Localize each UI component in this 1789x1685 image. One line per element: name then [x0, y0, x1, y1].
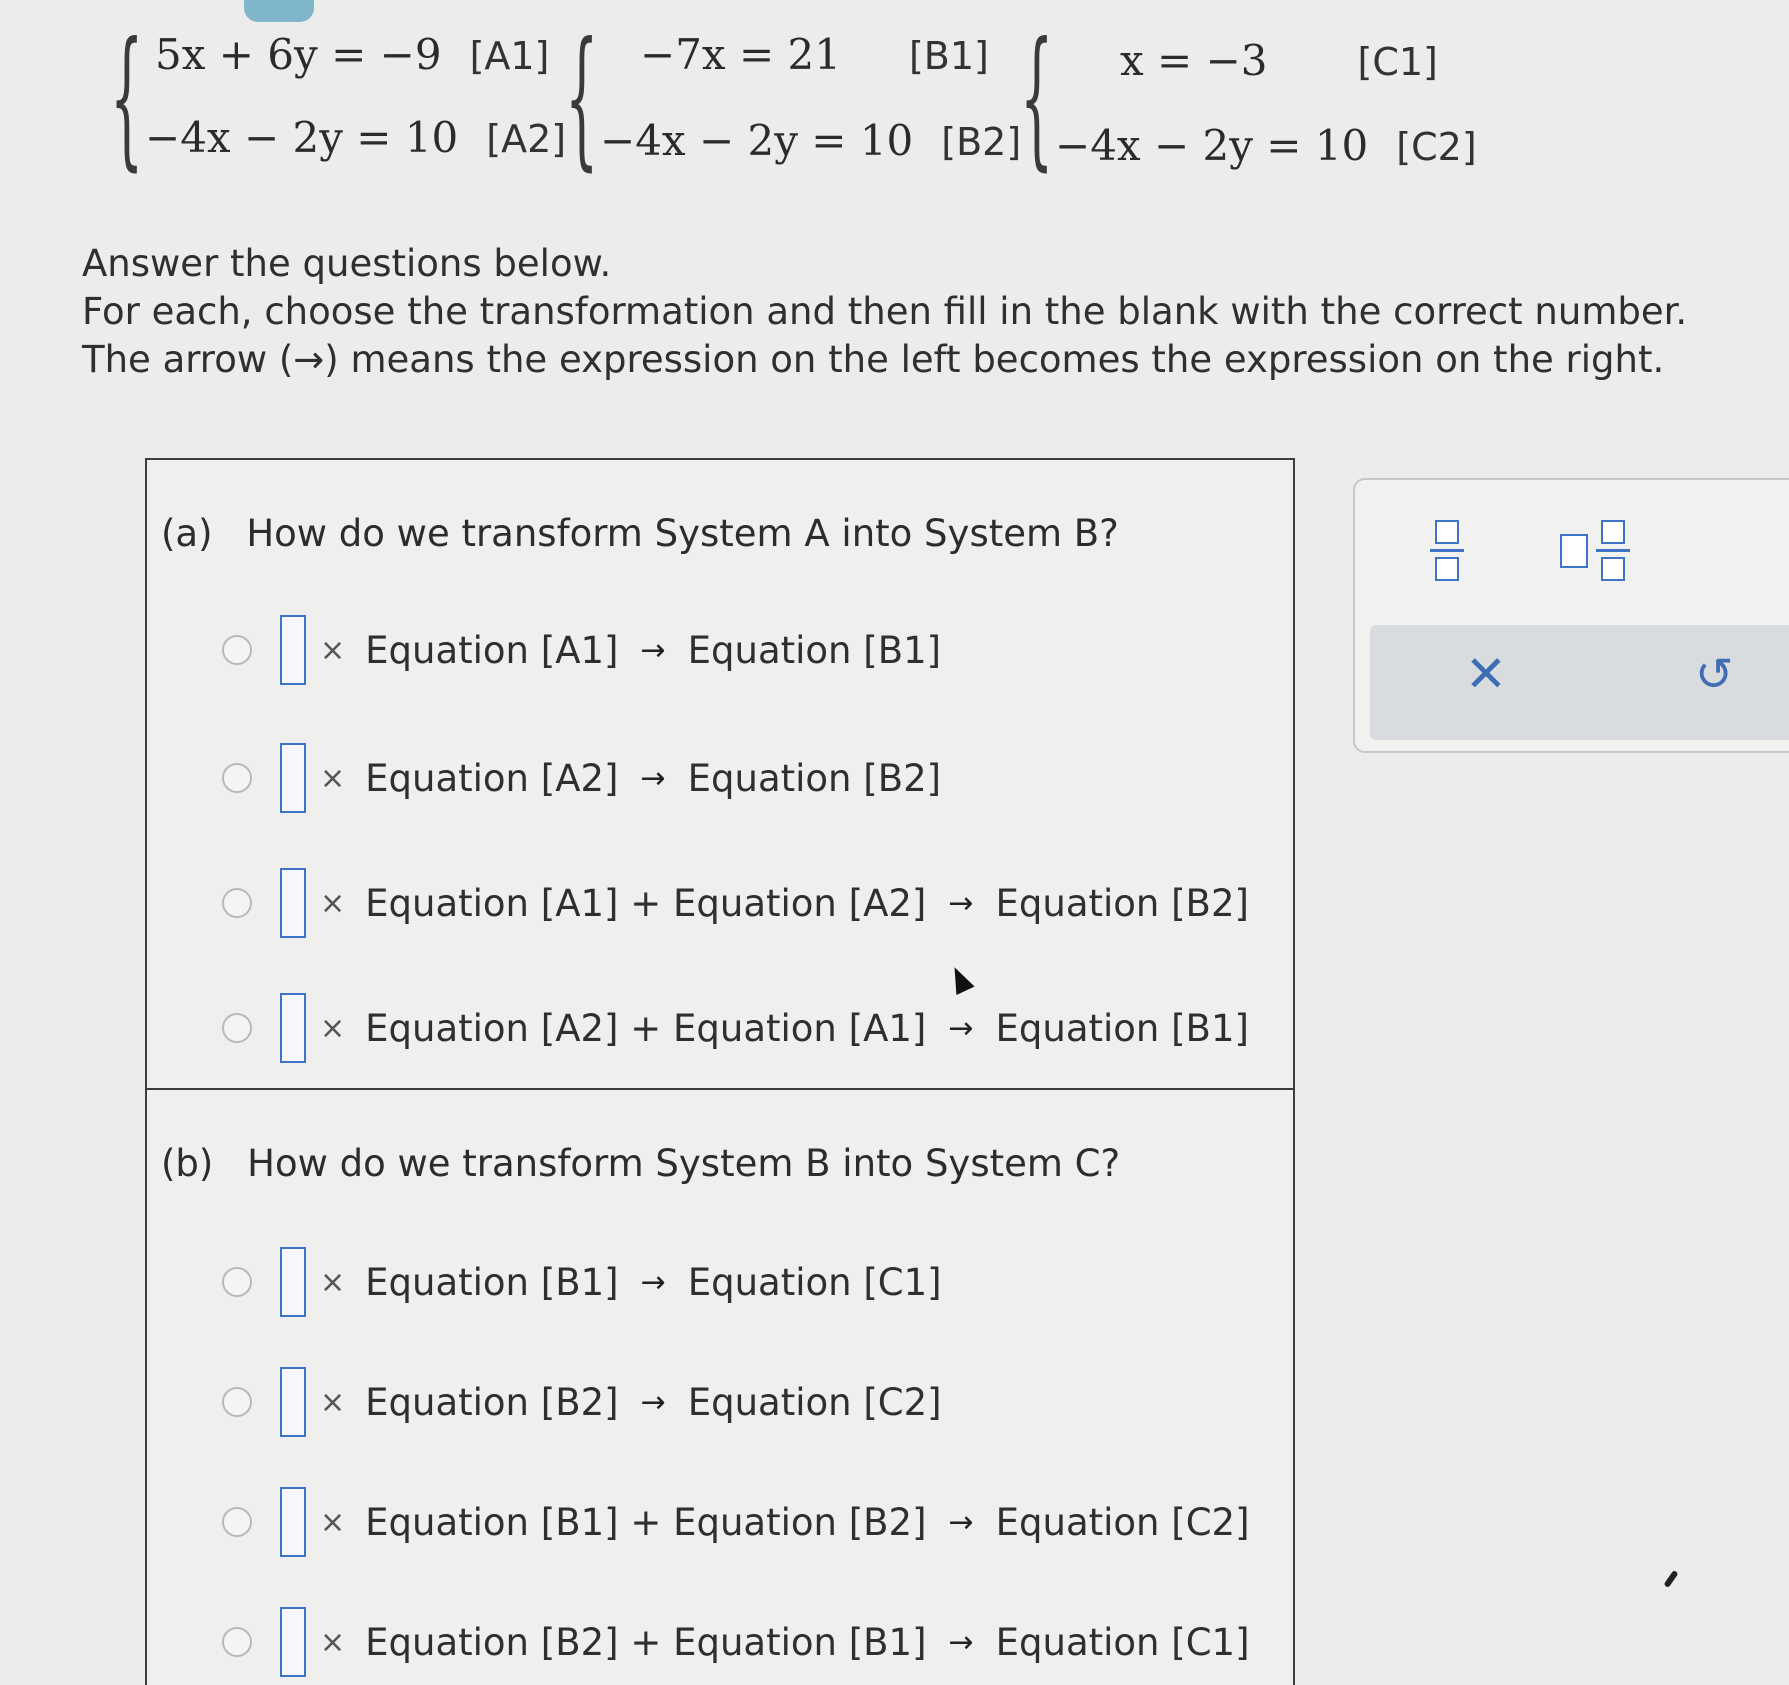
option-lhs: Equation [A1] + Equation [A2]	[365, 881, 927, 925]
arrow-icon: →	[948, 885, 974, 921]
arrow-icon: →	[948, 1010, 974, 1046]
times-symbol: ×	[320, 632, 346, 668]
number-blank-input[interactable]	[280, 993, 306, 1063]
instruction-line: For each, choose the transformation and then fill in the blank with the correct number.	[82, 290, 1688, 333]
brace-icon: {	[1020, 11, 1054, 185]
option-row[interactable]	[222, 615, 941, 685]
numerator-box	[1601, 520, 1625, 544]
equation-tag: [C2]	[1396, 125, 1477, 169]
denominator-box	[1435, 557, 1459, 581]
part-a	[147, 460, 1293, 1090]
equation-tag: [B2]	[941, 120, 1022, 164]
arrow-icon: →	[640, 1264, 666, 1300]
radio-button[interactable]	[222, 1387, 252, 1417]
fraction-bar	[1430, 549, 1464, 552]
equation-tag: [C1]	[1357, 40, 1438, 84]
times-symbol: ×	[320, 1624, 346, 1660]
part-b	[147, 1092, 1293, 1685]
arrow-icon: →	[640, 1384, 666, 1420]
equation-tag: [B1]	[908, 34, 989, 78]
number-blank-input[interactable]	[280, 1247, 306, 1317]
number-blank-input[interactable]	[280, 615, 306, 685]
denominator-box	[1601, 557, 1625, 581]
whole-box	[1560, 534, 1588, 568]
times-symbol: ×	[320, 1384, 346, 1420]
equation-text: 5x + 6y = −9	[155, 30, 442, 79]
option-row[interactable]	[222, 1607, 1250, 1677]
option-lhs: Equation [B2] + Equation [B1]	[365, 1620, 927, 1664]
screen-mark	[1663, 1570, 1678, 1588]
times-symbol: ×	[320, 760, 346, 796]
option-rhs: Equation [C2]	[687, 1380, 942, 1424]
part-a-question	[161, 512, 1119, 555]
fraction-icon[interactable]	[1430, 520, 1464, 581]
equation-systems	[110, 11, 1477, 188]
arrow-icon: →	[640, 760, 666, 796]
mixed-fraction	[1596, 520, 1630, 581]
fraction-bar	[1596, 549, 1630, 552]
arrow-icon: →	[948, 1504, 974, 1540]
equation-row	[155, 30, 549, 79]
option-lhs: Equation [B1]	[365, 1260, 619, 1304]
part-b-question	[161, 1142, 1120, 1185]
equation-text: −7x = 21	[640, 30, 841, 79]
question-panel	[145, 458, 1295, 1685]
option-rhs: Equation [C2]	[995, 1500, 1250, 1544]
equation-row	[640, 30, 989, 79]
radio-button[interactable]	[222, 763, 252, 793]
option-row[interactable]	[222, 1487, 1250, 1557]
number-blank-input[interactable]	[280, 743, 306, 813]
equation-text: x = −3	[1120, 36, 1268, 85]
instruction-line: The arrow (→) means the expression on the left becomes the expression on the right.	[82, 338, 1665, 381]
option-row[interactable]	[222, 1367, 942, 1437]
math-toolbox	[1353, 478, 1789, 753]
equation-row	[1055, 121, 1477, 170]
option-row[interactable]	[222, 743, 941, 813]
mixed-number-icon[interactable]	[1560, 520, 1630, 581]
undo-icon[interactable]: ↺	[1695, 647, 1734, 701]
number-blank-input[interactable]	[280, 1367, 306, 1437]
option-rhs: Equation [B2]	[995, 881, 1249, 925]
equation-text: −4x − 2y = 10	[1055, 121, 1369, 170]
question-text: How do we transform System B into System C?	[247, 1142, 1121, 1185]
times-symbol: ×	[320, 1010, 346, 1046]
option-lhs: Equation [A2] + Equation [A1]	[365, 1006, 927, 1050]
number-blank-input[interactable]	[280, 1607, 306, 1677]
option-lhs: Equation [B1] + Equation [B2]	[365, 1500, 927, 1544]
option-row[interactable]	[222, 993, 1249, 1063]
part-label: (a)	[161, 512, 213, 555]
option-rhs: Equation [C1]	[687, 1260, 942, 1304]
equation-text: −4x − 2y = 10	[145, 113, 459, 162]
equation-tag: [A1]	[469, 34, 550, 78]
arrow-icon: →	[640, 632, 666, 668]
option-lhs: Equation [B2]	[365, 1380, 619, 1424]
radio-button[interactable]	[222, 1267, 252, 1297]
number-blank-input[interactable]	[280, 868, 306, 938]
number-blank-input[interactable]	[280, 1487, 306, 1557]
radio-button[interactable]	[222, 635, 252, 665]
arrow-icon: →	[948, 1624, 974, 1660]
option-row[interactable]	[222, 868, 1249, 938]
equation-row	[600, 116, 1021, 165]
radio-button[interactable]	[222, 1013, 252, 1043]
radio-button[interactable]	[222, 1507, 252, 1537]
radio-button[interactable]	[222, 888, 252, 918]
radio-button[interactable]	[222, 1627, 252, 1657]
equation-row	[1120, 36, 1438, 85]
equation-row	[145, 113, 566, 162]
instructions	[82, 240, 1687, 384]
equation-text: −4x − 2y = 10	[600, 116, 914, 165]
question-text: How do we transform System A into System B?	[246, 512, 1119, 555]
clear-icon[interactable]: ✕	[1465, 645, 1507, 703]
option-rhs: Equation [C1]	[995, 1620, 1250, 1664]
times-symbol: ×	[320, 885, 346, 921]
times-symbol: ×	[320, 1504, 346, 1540]
brace-icon: {	[565, 11, 599, 185]
instruction-line: Answer the questions below.	[82, 242, 612, 285]
toolbox-action-row	[1370, 625, 1789, 740]
brace-icon: {	[110, 11, 144, 185]
option-lhs: Equation [A2]	[365, 756, 619, 800]
times-symbol: ×	[320, 1264, 346, 1300]
option-rhs: Equation [B1]	[687, 628, 942, 672]
equation-tag: [A2]	[486, 117, 567, 161]
option-row[interactable]	[222, 1247, 942, 1317]
option-rhs: Equation [B2]	[687, 756, 942, 800]
option-lhs: Equation [A1]	[365, 628, 619, 672]
numerator-box	[1435, 520, 1459, 544]
part-label: (b)	[161, 1142, 214, 1185]
option-rhs: Equation [B1]	[995, 1006, 1249, 1050]
